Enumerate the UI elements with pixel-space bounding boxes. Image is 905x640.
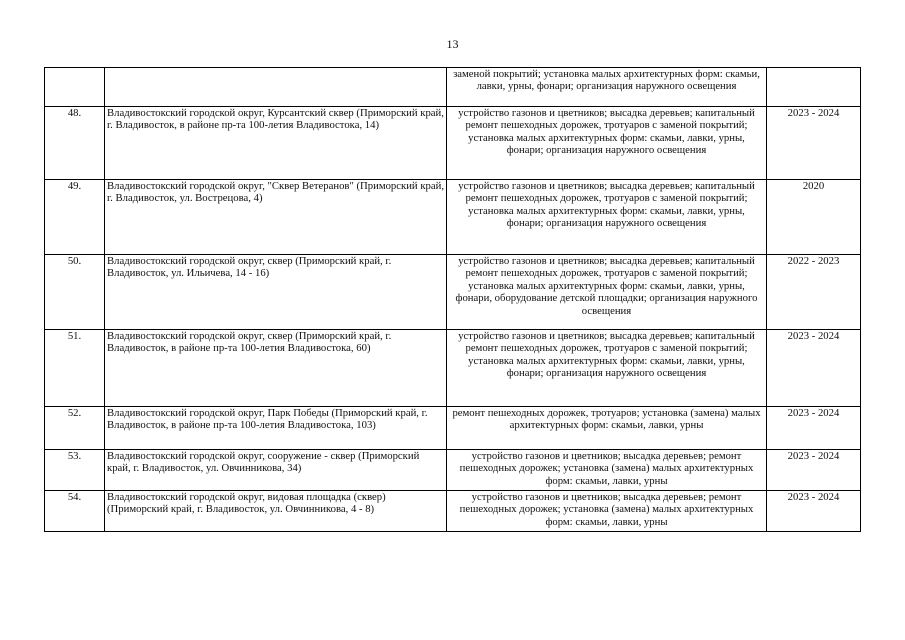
years-cell: 2022 - 2023 (767, 255, 861, 330)
row-number-cell: 51. (45, 330, 105, 407)
row-number-cell: 52. (45, 407, 105, 450)
years-cell: 2023 - 2024 (767, 491, 861, 532)
works-cell: устройство газонов и цветников; высадка деревьев; капитальный ремонт пешеходных дорожек, тротуаров с заменой покрытий; установка малых архитектурных форм: скамьи, лавки, урны, фонари; организация наружного освещения (447, 330, 767, 407)
works-cell: устройство газонов и цветников; высадка деревьев; капитальный ремонт пешеходных дорожек, тротуаров с заменой покрытий; установка малых архитектурных форм: скамьи, лавки, урны, фонари; организация наружного освещения (447, 180, 767, 255)
works-cell: устройство газонов и цветников; высадка деревьев; ремонт пешеходных дорожек; установка (замена) малых архитектурных форм: скамьи, лавки, урны (447, 450, 767, 491)
years-cell: 2023 - 2024 (767, 407, 861, 450)
object-cell: Владивостокский городской округ, "Сквер Ветеранов" (Приморский край, г. Владивосток, ул. Вострецова, 4) (105, 180, 447, 255)
improvement-objects-table (44, 67, 861, 532)
table-row (45, 180, 861, 255)
object-cell: Владивостокский городской округ, сквер (Приморский край, г. Владивосток, в районе пр-та 100-летия Владивостока, 60) (105, 330, 447, 407)
works-cell: ремонт пешеходных дорожек, тротуаров; установка (замена) малых архитектурных форм: скамьи, лавки, урны (447, 407, 767, 450)
row-number-cell (45, 68, 105, 107)
object-cell: Владивостокский городской округ, Курсантский сквер (Приморский край, г. Владивосток, в районе пр-та 100-летия Владивостока, 14) (105, 107, 447, 180)
table-row (45, 330, 861, 407)
works-cell: устройство газонов и цветников; высадка деревьев; капитальный ремонт пешеходных дорожек, тротуаров с заменой покрытий; установка малых архитектурных форм: скамьи, лавки, урны, фонари, оборудование детской площадки; организация наружного освещения (447, 255, 767, 330)
years-cell: 2023 - 2024 (767, 107, 861, 180)
table-row (45, 450, 861, 491)
works-cell: устройство газонов и цветников; высадка деревьев; капитальный ремонт пешеходных дорожек, тротуаров с заменой покрытий; установка малых архитектурных форм: скамьи, лавки, урны, фонари; организация наружного освещения (447, 107, 767, 180)
row-number-cell: 50. (45, 255, 105, 330)
object-cell: Владивостокский городской округ, сооружение - сквер (Приморский край, г. Владивосток, ул. Овчинникова, 34) (105, 450, 447, 491)
object-cell: Владивостокский городской округ, видовая площадка (сквер) (Приморский край, г. Владивосток, ул. Овчинникова, 4 - 8) (105, 491, 447, 532)
works-cell: устройство газонов и цветников; высадка деревьев; ремонт пешеходных дорожек; установка (замена) малых архитектурных форм: скамьи, лавки, урны (447, 491, 767, 532)
works-cell: заменой покрытий; установка малых архитектурных форм: скамьи, лавки, урны, фонари; организация наружного освещения (447, 68, 767, 107)
object-cell: Владивостокский городской округ, сквер (Приморский край, г. Владивосток, ул. Ильичева, 14 - 16) (105, 255, 447, 330)
table-row (45, 491, 861, 532)
table-row (45, 255, 861, 330)
years-cell: 2023 - 2024 (767, 330, 861, 407)
table-row (45, 407, 861, 450)
years-cell: 2023 - 2024 (767, 450, 861, 491)
row-number-cell: 54. (45, 491, 105, 532)
object-cell (105, 68, 447, 107)
row-number-cell: 49. (45, 180, 105, 255)
object-cell: Владивостокский городской округ, Парк Победы (Приморский край, г. Владивосток, в районе пр-та 100-летия Владивостока, 103) (105, 407, 447, 450)
row-number-cell: 48. (45, 107, 105, 180)
page-number: 13 (446, 37, 459, 51)
years-cell (767, 68, 861, 107)
table-row-continuation (45, 68, 861, 107)
table-row (45, 107, 861, 180)
row-number-cell: 53. (45, 450, 105, 491)
years-cell: 2020 (767, 180, 861, 255)
